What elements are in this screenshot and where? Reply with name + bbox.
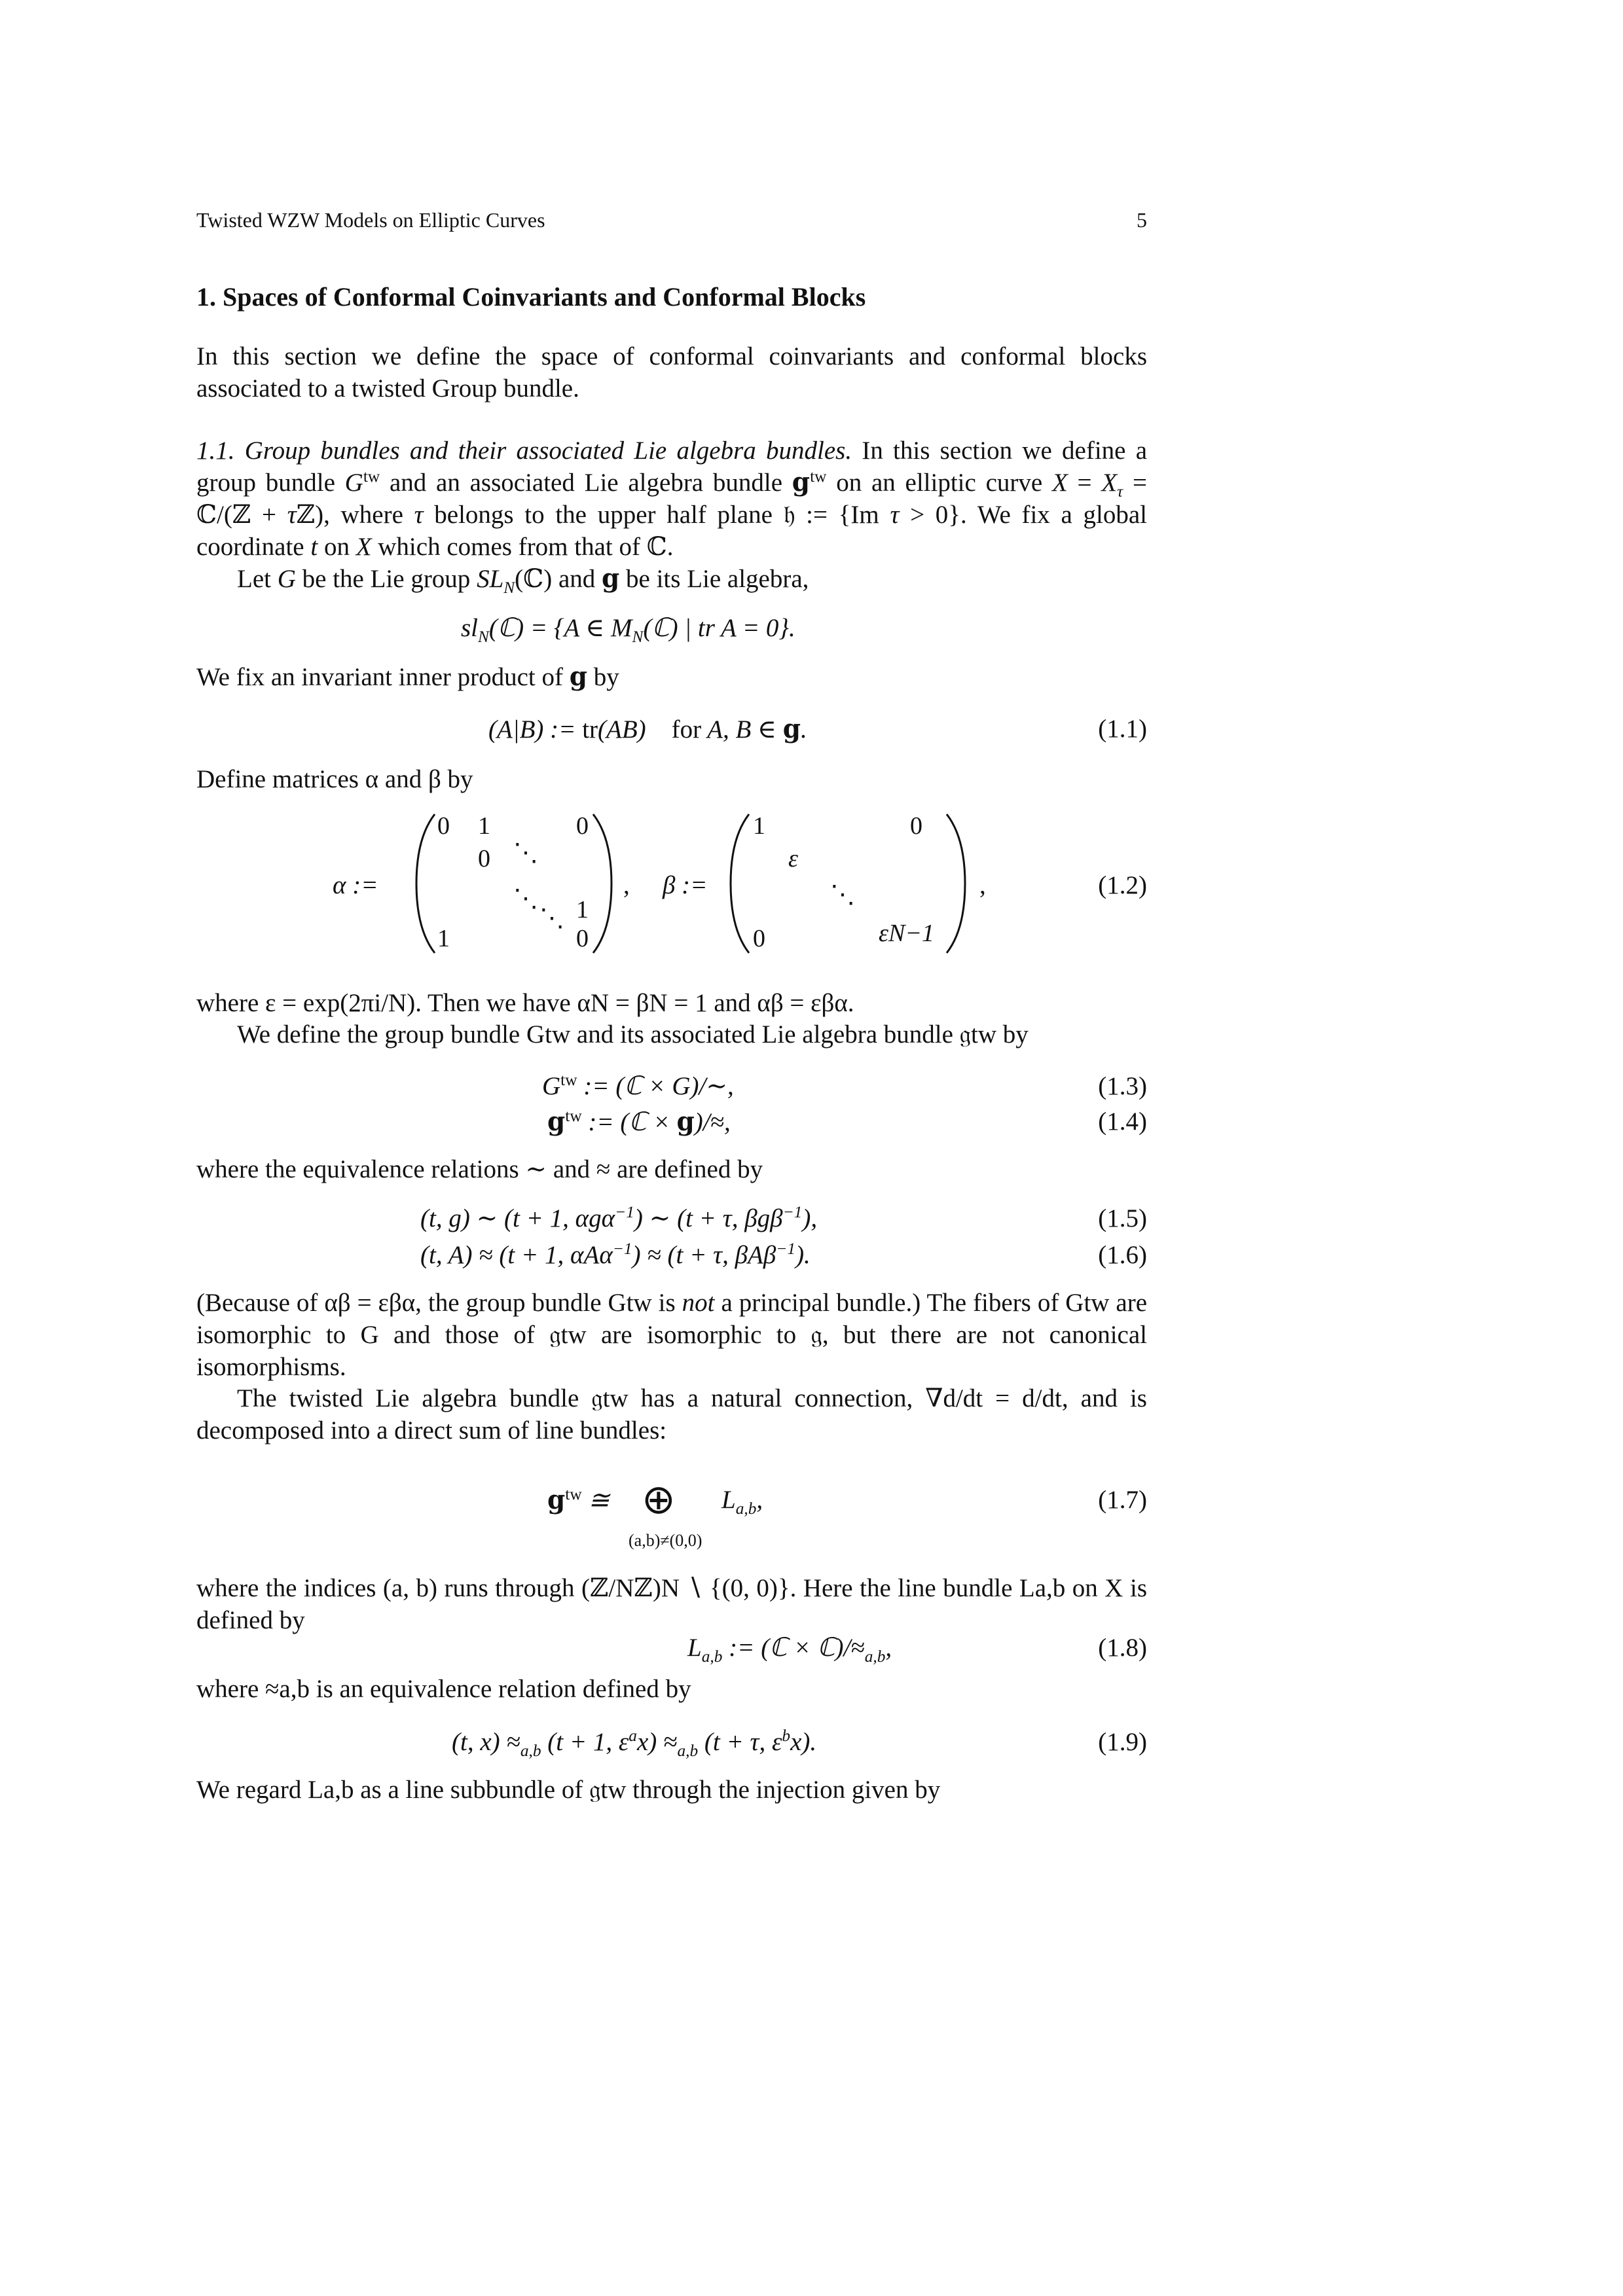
beta-cell: 0	[910, 812, 922, 840]
paper-page	[196, 0, 1147, 2296]
alpha-cell: 1	[437, 925, 450, 952]
alpha-cell: 0	[576, 925, 589, 952]
matrices-intro: Define matrices α and β by	[196, 765, 473, 793]
alpha-cell: ⋱	[513, 885, 538, 912]
equation-number: (1.8)	[1098, 1634, 1147, 1662]
because-paragraph: (Because of αβ = εβα, the group bundle Gtw is not a principal bundle.) The fibers of Gtw are isomorphic to G and those of 𝔤tw are isomorphic to 𝔤, but there are not canonical isomorphisms.	[196, 1289, 1148, 1381]
equation-number: (1.4)	[1098, 1107, 1147, 1136]
matrix-equation-1-2: α := 0 1 0 0 ⋱ ⋱ ⋱ 1 1 0 , β := 1 0 ε ⋱ 0 εN−1 , (1.2)	[196, 812, 1147, 962]
inner-product-line: We fix an invariant inner product of g by	[196, 662, 619, 692]
alpha-cell: 0	[576, 812, 589, 840]
alpha-cell: 0	[478, 845, 490, 872]
beta-left-paren	[727, 812, 753, 956]
equation-number: (1.6)	[1098, 1241, 1147, 1269]
where-approx-line: where ≈a,b is an equivalence relation defined by	[196, 1675, 691, 1703]
alpha-label: α :=	[333, 871, 378, 899]
equation-1-8: $L_{a,b}$ := (ℂ × $ℂ)/\approx_{a,b}$, (1.8)	[196, 1630, 1147, 1666]
alpha-cell: 0	[437, 812, 450, 840]
beta-label: β :=	[663, 871, 708, 899]
alpha-left-paren	[412, 812, 439, 956]
define-bundle-line: We define the group bundle Gtw and its associated Lie algebra bundle 𝔤tw by	[237, 1020, 1029, 1049]
page-number: 5	[1137, 208, 1147, 232]
twisted-paragraph: The twisted Lie algebra bundle 𝔤tw has a natural connection, ∇d/dt = d/dt, and is decomposed into a direct sum of line bundles:	[196, 1384, 1147, 1444]
regard-line: We regard La,b as a line subbundle of 𝔤tw through the injection given by	[196, 1776, 941, 1804]
beta-cell: 1	[753, 812, 765, 840]
alpha-cell: 1	[478, 812, 490, 840]
alpha-right-paren	[589, 812, 615, 956]
beta-cell: εN−1	[879, 920, 934, 947]
subsection-paragraph: 1.1. Group bundles and their associated Lie algebra bundles. In this section we define a group bundle $G^{tw}$ and an associated Lie algebra bundle $g^{tw}$ on an elliptic curve $X = X_\tau$ = ℂ/(ℤ + τℤ), where τ belongs to the upper half plane 𝔥 := {Im τ > 0}. We fix a global coordinate t on X which comes from that of ℂ.	[196, 437, 1148, 561]
beta-cell: 0	[753, 925, 765, 952]
equation-1-7: $g^{tw}$ ≅ ⊕ $L_{a,b}$, (a,b)≠(0,0) (1.7)	[196, 1482, 1147, 1547]
equation-number: (1.1)	[1098, 715, 1147, 743]
where-epsilon-line: where ε = exp(2πi/N). Then we have αN = βN = 1 and αβ = εβα.	[196, 989, 854, 1017]
equation-number: (1.2)	[1098, 871, 1147, 899]
subsection-title: 1.1. Group bundles and their associated Lie algebra bundles.	[196, 437, 852, 465]
alpha-cell: ⋱	[539, 905, 564, 932]
let-line: Let G be the Lie group $SL_N(ℂ)$ and g be its Lie algebra,	[237, 564, 809, 597]
equation-sl: $sl_N(ℂ) = \{A$ ∈ $M_N(ℂ)$ | tr A = 0}.	[461, 614, 795, 646]
alpha-cell: ⋱	[513, 839, 538, 867]
equation-1-3: $G^{tw}$ := (ℂ × G)/∼, (1.3)	[196, 1068, 1147, 1105]
intro-paragraph: In this section we define the space of conformal coinvariants and conformal blocks associated to a twisted Group bundle.	[196, 342, 1147, 403]
equation-number: (1.7)	[1098, 1486, 1147, 1514]
equation-1-4: $g^{tw}$ := (ℂ × g)/≈, (1.4)	[196, 1103, 1147, 1140]
beta-right-paren	[943, 812, 969, 956]
section-heading: 1. Spaces of Conformal Coinvariants and Conformal Blocks	[196, 282, 866, 312]
equation-1-1: (A|B) := tr(AB) for A, B ∈ g. (1.1)	[196, 711, 1147, 747]
beta-cell: ε	[788, 845, 798, 872]
alpha-cell: 1	[576, 896, 589, 924]
indices-paragraph: where the indices (a, b) runs through (ℤ/Nℤ)N ∖ {(0, 0)}. Here the line bundle La,b on X is defined by	[196, 1574, 1147, 1634]
equation-number: (1.9)	[1098, 1728, 1147, 1756]
equation-number: (1.3)	[1098, 1072, 1147, 1100]
equation-1-6: (t, A) ≈ (t + 1, αAα$^{-1}$) ≈ (t + τ, βAβ$^{-1}$). (1.6)	[196, 1237, 1147, 1274]
beta-cell: ⋱	[830, 881, 855, 908]
equation-1-5: (t, g) ∼ (t + 1, αgα$^{-1}$) ∼ (t + τ, βgβ$^{-1}$), (1.5)	[196, 1200, 1147, 1237]
sum-index: (a,b)≠(0,0)	[629, 1531, 702, 1550]
equation-number: (1.5)	[1098, 1204, 1147, 1232]
equation-1-9: (t, $x) \approx_{a,b}$ (t + 1, $\varepsilon^ax) \approx_{a,b}$ (t + τ, $\varepsilon^bx$). (1.9)	[196, 1724, 1147, 1761]
equivalence-intro: where the equivalence relations ∼ and ≈ are defined by	[196, 1155, 763, 1183]
running-title: Twisted WZW Models on Elliptic Curves	[196, 208, 545, 232]
